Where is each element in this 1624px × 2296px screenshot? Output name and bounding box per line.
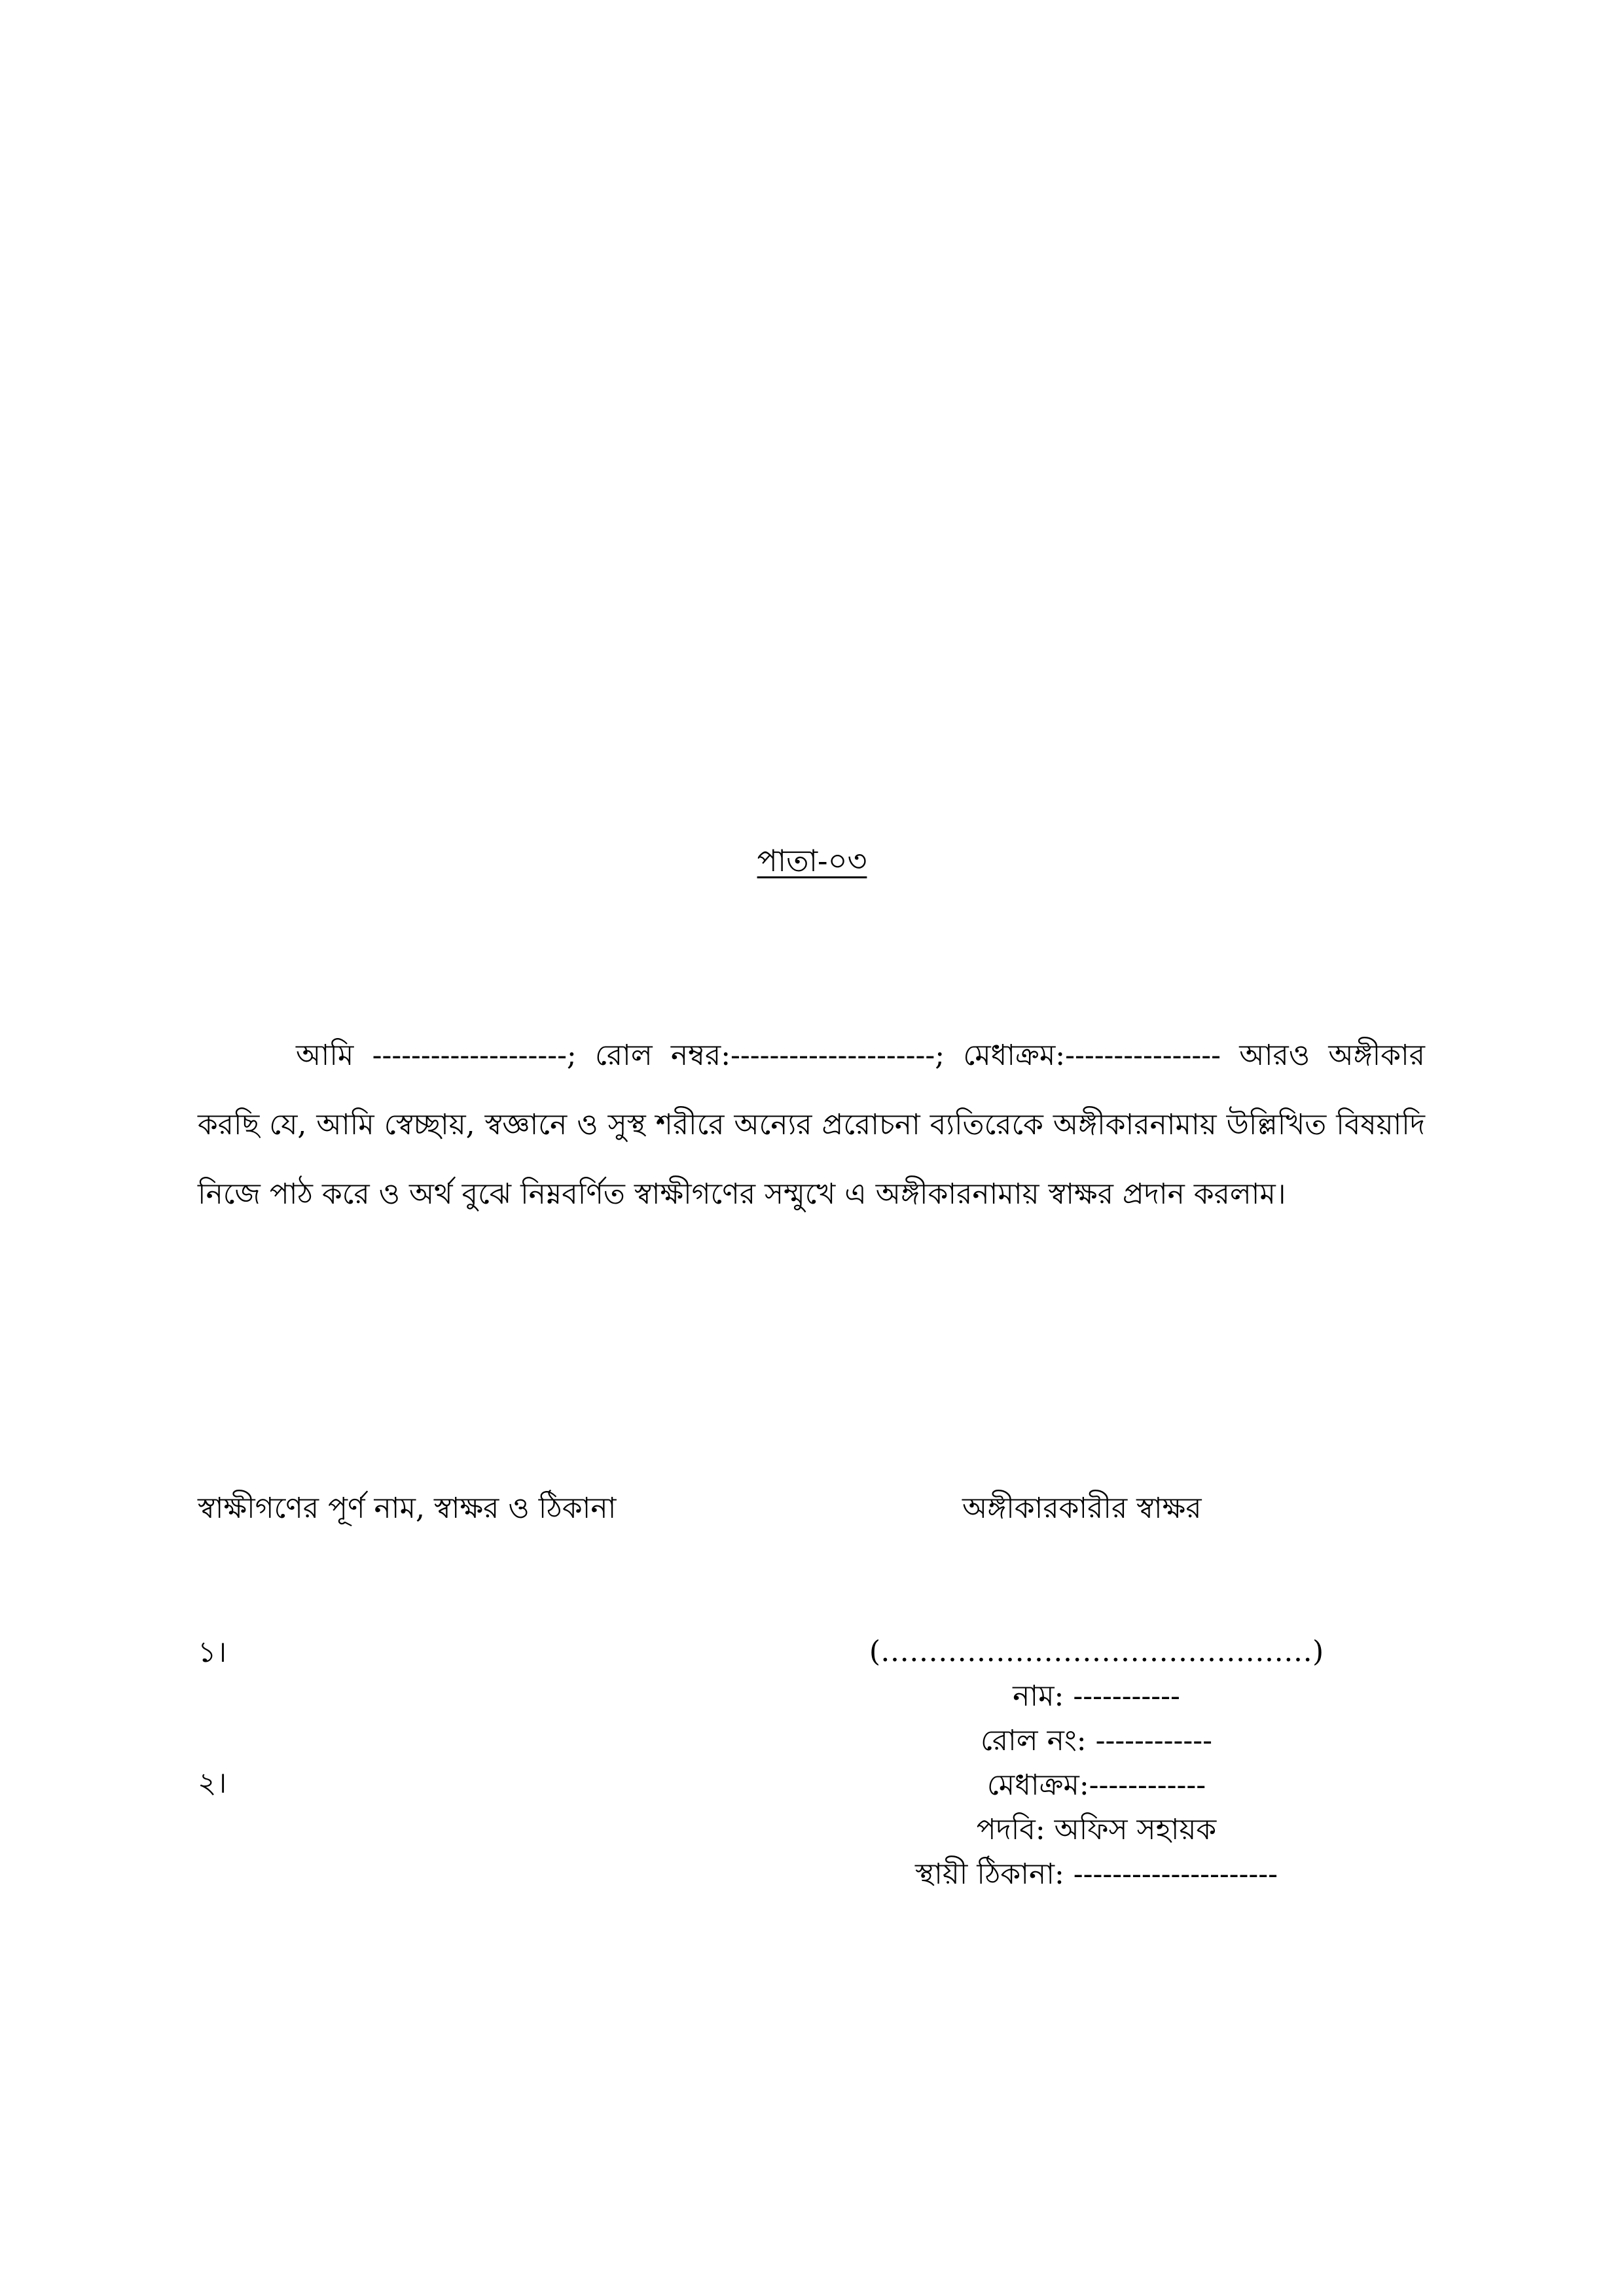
witness-item-2: ২।: [198, 1767, 227, 1800]
page-number-text: পাতা-০৩: [757, 843, 867, 878]
signer-address-field: স্থায়ী ঠিকানা: ---------------------: [914, 1857, 1278, 1891]
declaration-paragraph: আমি --------------------; রোল নম্বর:---------------------; মেধাক্রম:---------------- আরও অঙ্গীকার করছি যে, আমি স্বেচ্ছায়, স্বজ্ঞানে ও সুস্থ শরীরে অন্যের প্ররোচনা ব্যতিরেকে অঙ্গীকারনামায় উল্লিখিত বিষয়াদি নিজে পাঠ করে ও অর্থ বুঝে নিম্নবর্ণিত স্বাক্ষীগণের সম্মুখে এ অঙ্গীকারনামায় স্বাক্ষর প্রদান করলাম।: [198, 1039, 1425, 1211]
signer-designation: পদবি: অফিস সহায়ক: [976, 1813, 1217, 1846]
signer-details-block: [818, 1630, 1375, 1897]
signer-signature-heading: অঙ্গীকারকারীর স্বাক্ষর: [962, 1492, 1202, 1525]
signature-line: (………………………………………): [869, 1635, 1324, 1668]
signer-roll-field: রোল নং: ------------: [980, 1724, 1212, 1757]
page-number-heading: [0, 841, 1624, 880]
witness-item-1: ১।: [198, 1636, 227, 1669]
witnesses-heading: স্বাক্ষীগণের পূর্ণ নাম, স্বাক্ষর ও ঠিকানা: [198, 1492, 617, 1525]
signer-name-field: নাম: -----------: [1013, 1679, 1180, 1713]
signer-merit-field: মেধাক্রম:------------: [986, 1768, 1206, 1802]
